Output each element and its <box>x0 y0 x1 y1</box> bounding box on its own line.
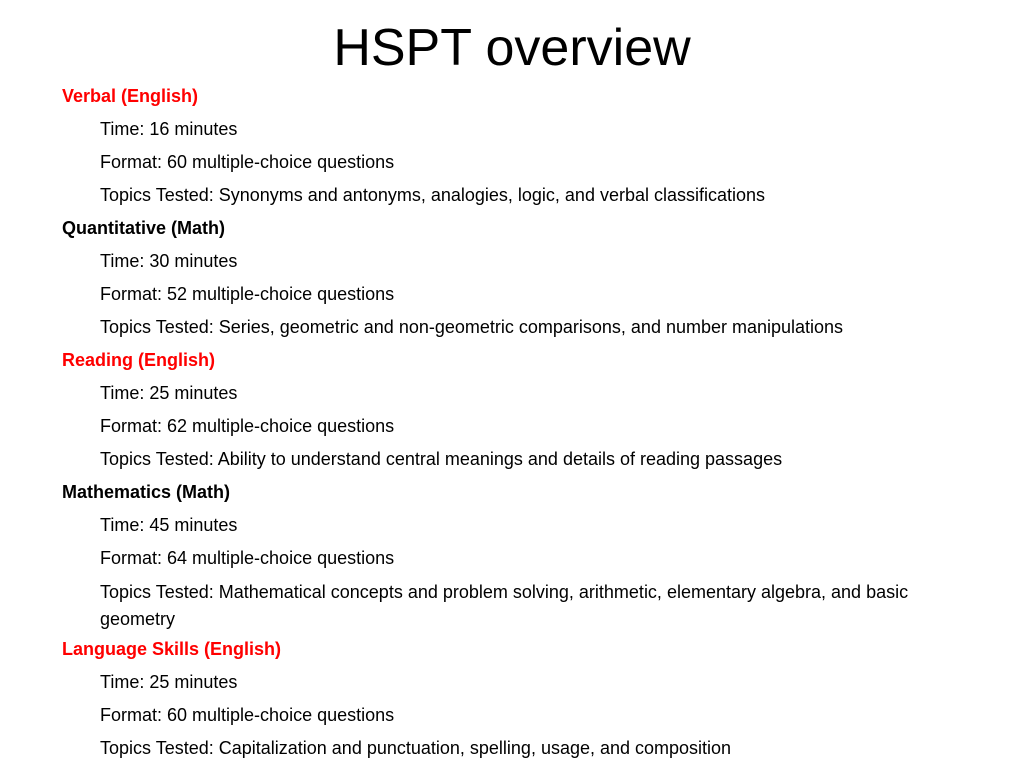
slide-title: HSPT overview <box>333 19 691 77</box>
slide-content <box>62 84 972 768</box>
language-skills-format: Format: 60 multiple-choice questions <box>100 705 395 725</box>
verbal-topics: Topics Tested: Synonyms and antonyms, analogies, logic, and verbal classifications <box>100 185 766 205</box>
mathematics-format: Format: 64 multiple-choice questions <box>100 548 395 568</box>
mathematics-topics: Topics Tested: Mathematical concepts and problem solving, arithmetic, elementary algebra, and basic geometry <box>100 582 909 629</box>
language-skills-time: Time: 25 minutes <box>100 672 238 692</box>
reading-topics: Topics Tested: Ability to understand central meanings and details of reading passages <box>100 449 783 469</box>
section-heading-reading: Reading (English) <box>62 350 215 370</box>
quantitative-time: Time: 30 minutes <box>100 251 238 271</box>
language-skills-topics: Topics Tested: Capitalization and punctuation, spelling, usage, and composition <box>100 738 732 758</box>
verbal-format: Format: 60 multiple-choice questions <box>100 152 395 172</box>
reading-time: Time: 25 minutes <box>100 383 238 403</box>
quantitative-format: Format: 52 multiple-choice questions <box>100 284 395 304</box>
mathematics-time: Time: 45 minutes <box>100 515 238 535</box>
verbal-time: Time: 16 minutes <box>100 119 238 139</box>
section-heading-language-skills: Language Skills (English) <box>62 639 282 659</box>
quantitative-topics: Topics Tested: Series, geometric and non-geometric comparisons, and number manipulations <box>100 317 844 337</box>
section-heading-verbal: Verbal (English) <box>62 86 199 106</box>
section-heading-mathematics: Mathematics (Math) <box>62 482 231 502</box>
section-heading-quantitative: Quantitative (Math) <box>62 218 226 238</box>
reading-format: Format: 62 multiple-choice questions <box>100 416 395 436</box>
